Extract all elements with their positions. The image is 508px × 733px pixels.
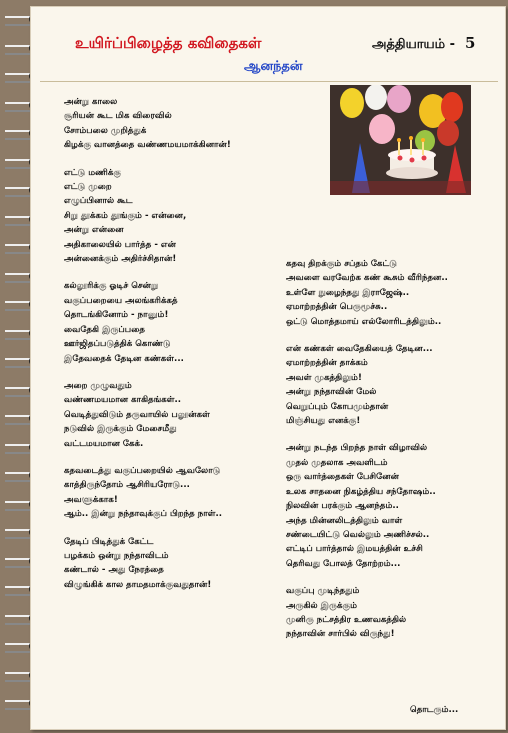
poem-line: மிஞ்சியது எனக்கு!	[286, 416, 361, 427]
poem-line: அன்னைக்கும் அதிர்ச்சிதான்!	[64, 254, 177, 265]
stanza	[286, 257, 448, 329]
poem-left-column	[64, 95, 231, 605]
poem-line: வண்ணமயமான காகிதங்கள்..	[64, 395, 182, 406]
poem-line: கிழக்கு வானத்தை வண்ணமயமாக்கினான்!	[64, 140, 231, 151]
author-name: ஆனந்தன்	[244, 59, 303, 74]
poem-line: அவளுக்காக!	[64, 494, 118, 505]
stanza	[64, 166, 231, 267]
poem-line: உலக சாதனை நிகழ்த்திய சந்தோஷம்..	[286, 486, 436, 497]
poem-line: நிலவின் பரக்கும் ஆனந்தம்..	[286, 501, 399, 512]
stanza	[286, 342, 448, 428]
poem-line: முதல் முதலாக அவளிடம்	[286, 457, 388, 468]
poem-line: வகுப்பறையை அலங்கரிக்கத்	[64, 295, 178, 306]
poem-line: ஆம்.. இன்று நந்தாவுக்குப் பிறந்த நாள்..	[64, 509, 223, 520]
poem-line: கதவு திறக்கும் சப்தம் கேட்டு	[286, 259, 397, 269]
poem-line: நடுவில் இருக்கும் மேசைமீது	[64, 424, 177, 435]
poem-line: ஊர்ஜிதப்படுத்திக் கொண்டு	[64, 339, 171, 350]
page-title: உயிர்ப்பிழைத்த கவிதைகள்	[75, 34, 262, 52]
chapter-text: அத்தியாயம் -	[372, 37, 456, 52]
poem-line: கதவடைத்து வகுப்பறையில் ஆவலோடு	[64, 465, 221, 476]
poem-line: அன்று காலை	[64, 97, 118, 107]
poem-line: அந்த மின்னலிடத்திலும் வாள்	[286, 515, 403, 526]
poem-line: வெறுப்பும் கோபமும்தான்	[286, 401, 389, 412]
poem-line: முனிரு நட்சத்திர உணவகத்தில்	[286, 614, 407, 625]
poem-line: அன்று நந்தாவின் மேல்	[286, 387, 377, 398]
poem-line: கண்டால் - அது நேரத்தை	[64, 565, 164, 576]
poem-line: எட்டிப் பார்த்தால் இமயத்தின் உச்சி	[286, 544, 423, 555]
stanza	[64, 379, 231, 451]
poem-line: வெடித்துவிடும் தருவாயில் பலூன்கள்	[64, 409, 210, 420]
poem-right-column	[286, 257, 448, 655]
stanza	[286, 441, 448, 571]
poem-line: அன்று நடந்த பிறந்த நாள் விழாவில்	[286, 443, 428, 454]
header-divider	[40, 81, 498, 82]
chapter-number: 5	[465, 34, 476, 52]
poem-line: அவள் முகத்திலும்!	[286, 372, 362, 383]
poem-line: காத்திருந்தோம் ஆசிரியரோடு...	[64, 480, 190, 491]
poem-line: வட்டமயமான கேக்.	[64, 438, 144, 449]
stanza	[64, 279, 231, 365]
poem-line: சூரியன் கூட மிக விரைவில்	[64, 111, 172, 122]
poem-line: ஒட்டு மொத்தமாய் எல்லோரிடத்திலும்..	[286, 316, 442, 327]
poem-line: வகுப்பு முடிந்ததும்	[286, 586, 360, 597]
stanza	[64, 95, 231, 153]
poem-line: அதிகாலையில் பார்த்த - என்	[64, 239, 176, 250]
continuation-note: தொடரும்...	[410, 705, 459, 715]
poem-line: பழக்கம் ஒன்று நந்தாவிடம்	[64, 550, 169, 561]
poem-line: ஒரு வார்த்தைகள் பேசினேன்	[286, 472, 399, 483]
poem-line: இதேவதைக் தேடின கண்கள்...	[64, 353, 184, 364]
poem-line: சண்டையிட்டு வெல்லும் அணிச்சல்..	[286, 529, 430, 540]
poem-line: எட்டு முறை	[64, 182, 112, 193]
poem-line: ஏமாற்றத்தின் தாக்கம்	[286, 358, 368, 369]
poem-line: விழுங்கிக் கால தாமதமாக்குவதுதான்!	[64, 579, 212, 590]
poem-line: கல்லூரிக்கு ஓடிச் சென்று	[64, 281, 159, 292]
poem-line: வைதேகி இருப்பதை	[64, 324, 145, 335]
chapter-label	[372, 34, 475, 53]
poem-line: தொடங்கினோம் - நானும்!	[64, 310, 169, 321]
poem-line: அன்று என்னை	[64, 225, 124, 236]
poem-line: தெரிவது போலத் தோற்றம்...	[286, 558, 401, 569]
stanza	[286, 584, 448, 642]
poem-line: சிறு தூக்கம் தூங்கும் - என்னை,	[64, 210, 187, 221]
poem-line: என் கண்கள் வைதேகியைத் தேடின...	[286, 344, 433, 355]
poem-line: அவளை வரவேற்க கண் கூசும் வீரிந்தன..	[286, 273, 448, 284]
poem-line: நந்தாவின் சார்பில் விருந்து!	[286, 629, 395, 640]
stanza	[64, 464, 231, 522]
poem-line: ஏமாற்றத்தின் பெருமூச்சு..	[286, 302, 388, 313]
birthday-cake-image	[330, 85, 471, 195]
poem-line: அறை முழுவதும்	[64, 380, 132, 391]
poem-line: உள்ளே நுழைந்தது இராஜேஷ்..	[286, 287, 410, 298]
poem-line: எட்டு மணிக்கு	[64, 167, 121, 178]
poem-line: சோம்பலை முறித்துக்	[64, 125, 147, 136]
poem-line: தேடிப் பிடித்துக் கேட்ட	[64, 536, 154, 547]
poem-line: எழுப்பினால் கூட	[64, 196, 133, 207]
birthday-photo	[330, 85, 471, 195]
stanza	[64, 535, 231, 593]
poem-line: அருகில் இருக்கும்	[286, 600, 358, 611]
